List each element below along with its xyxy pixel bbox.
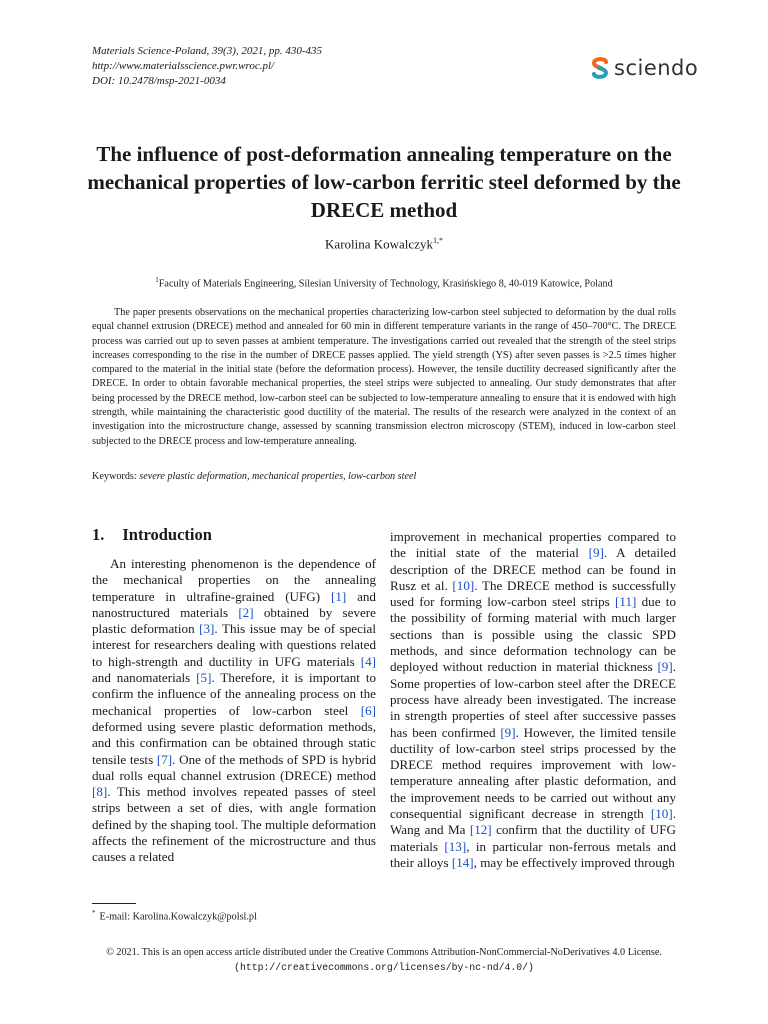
citation-link[interactable]: [2] <box>238 604 254 620</box>
section-number: 1. <box>92 525 105 544</box>
body-text: due to the possibility of forming material with much larger sections than is possible using the classic SPD methods, and since deformation technology can be deployed without reduction in material thickness <box>390 594 676 675</box>
body-text: , in particular non-ferrous metals and their alloys <box>390 838 676 870</box>
body-text: improvement in mechanical properties compared to the initial state of the material <box>390 529 676 561</box>
body-text: . The DRECE method is successfully used for forming low-carbon steel strips <box>390 577 676 610</box>
body-text: . Some properties of low-carbon steel after the DRECE process have already been investigated. The increase in strength properties of steel after successive passes has been confirmed <box>390 659 676 740</box>
affiliation <box>0 276 768 289</box>
footnote-email[interactable]: E-mail: Karolina.Kowalczyk@polsl.pl <box>99 911 257 923</box>
citation-link[interactable]: [5] <box>196 670 212 686</box>
citation-link[interactable]: [13] <box>444 838 467 854</box>
license-url[interactable]: (http://creativecommons.org/licenses/by-nc-nd/4.0/) <box>234 961 534 973</box>
paper-title: The influence of post-deformation annealing temperature on the mechanical properties of low-carbon ferritic steel deformed by the DRECE method <box>87 142 681 222</box>
body-text: . One of the methods of SPD is hybrid dual rolls equal channel extrusion (DRECE) method <box>92 751 376 783</box>
publisher-logo <box>592 56 698 80</box>
body-text: . A detailed description of the DRECE method can be found in Rusz et al. <box>390 545 676 593</box>
intro-right-column <box>390 529 676 871</box>
footnote-mark: * <box>92 909 96 917</box>
abstract: The paper presents observations on the mechanical properties characterizing low-carbon steel subjected to deformation by the dual rolls equal channel extrusion (DRECE) method and annealed for 60 min in different temperature variants in the range of 450–700°C. The DRECE process was carried out up to seven passes at ambient temperature. The investigations carried out revealed that the strength of the steel strips increases corresponding to the rise in the number of DRECE passes applied. The yield strength (YS) after seven passes is >2.5 times higher compared to the material in the initial state (before the deformation process). However, the tensile ductility decreased significantly after the DRECE. In order to obtain favorable mechanical properties, the steel strips were subjected to annealing. Our study demonstrates that after being processed by the DRECE method, low-carbon steel can be subjected to low-temperature annealing to ensure that it is endowed with high strength, while maintaining the characteristic good ductility of the material. The results of the research were analyzed in the context of an investigation into the microstructure change, assessed by scanning transmission electron microscopy (STEM), induced in low-carbon steel subjected to the DRECE process and low-temperature annealing. <box>92 307 676 447</box>
affiliation-mark: 1 <box>155 276 159 284</box>
body-text: , may be effectively improved through <box>473 854 675 870</box>
citation-link[interactable]: [4] <box>360 653 376 669</box>
keywords-values: severe plastic deformation, mechanical properties, low-carbon steel <box>139 471 417 482</box>
journal-doi[interactable]: DOI: 10.2478/msp-2021-0034 <box>92 75 226 87</box>
citation-link[interactable]: [8] <box>92 784 108 800</box>
license-notice <box>0 946 768 975</box>
footnote-divider <box>92 903 136 904</box>
journal-citation: Materials Science-Poland, 39(3), 2021, pp. 430-435 <box>92 45 323 57</box>
journal-website[interactable]: http://www.materialsscience.pwr.wroc.pl/ <box>92 60 275 72</box>
keywords-label: Keywords: <box>92 471 137 482</box>
author-line <box>0 236 768 252</box>
citation-link[interactable]: [1] <box>330 588 347 604</box>
body-text: . However, the limited tensile ductility of low-carbon steel strips processed by the DRECE method requires improvement with low-temperature annealing after plastic deformation, and the improvement needs to be carried out without any consequential significant decrease in strength <box>390 724 676 822</box>
author-name: Karolina Kowalczyk <box>325 236 433 252</box>
citation-link[interactable]: [10] <box>452 577 475 593</box>
citation-link[interactable]: [12] <box>469 822 492 838</box>
footnote <box>92 909 257 922</box>
body-text: deformed using severe plastic deformation methods, and this confirmation can be obtained through static tensile tests <box>92 718 376 767</box>
body-text: confirm that the ductility of UFG materials <box>390 822 676 854</box>
publisher-name: sciendo <box>614 56 699 80</box>
license-text: © 2021. This is an open access article distributed under the Creative Commons Attribution-NonCommercial-NoDerivatives 4.0 License. <box>106 947 662 958</box>
body-text: An interesting phenomenon is the dependence of the mechanical properties on the annealing temperature in ultrafine-grained (UFG) <box>92 556 376 604</box>
sciendo-logo-icon <box>592 56 608 80</box>
body-text: and nanostructured materials <box>92 588 376 620</box>
body-text: . Wang and Ma <box>390 806 676 838</box>
citation-link[interactable]: [9] <box>657 659 673 675</box>
body-text: . This method involves repeated passes of steel strips between a set of dies, with angle formation defined by the shaping tool. The multiple deformation affects the refinement of the microstructure and thus causes a related <box>92 784 376 865</box>
citation-link[interactable]: [7] <box>156 751 173 767</box>
author-marks: 1,* <box>432 236 443 245</box>
journal-header <box>92 44 322 89</box>
affiliation-text: Faculty of Materials Engineering, Silesian University of Technology, Krasińskiego 8, 40-019 Katowice, Poland <box>158 278 613 290</box>
body-text: . Therefore, it is important to confirm the influence of the annealing process on the mechanical properties of low-carbon steel <box>92 670 377 718</box>
body-text: and nanomaterials <box>92 670 197 686</box>
citation-link[interactable]: [6] <box>360 702 376 718</box>
body-text: . This issue may be of special interest for researchers dealing with questions related to high-strength and ductility in UFG materials <box>92 621 376 669</box>
keywords <box>92 471 416 482</box>
citation-link[interactable]: [9] <box>500 724 516 740</box>
section-heading <box>92 525 212 545</box>
citation-link[interactable]: [9] <box>588 545 604 561</box>
section-title: Introduction <box>122 525 212 544</box>
body-text: obtained by severe plastic deformation <box>92 604 376 637</box>
intro-left-column <box>92 556 376 866</box>
citation-link[interactable]: [14] <box>451 854 474 870</box>
citation-link[interactable]: [3] <box>199 621 215 637</box>
citation-link[interactable]: [10] <box>650 806 673 822</box>
citation-link[interactable]: [11] <box>615 594 637 610</box>
